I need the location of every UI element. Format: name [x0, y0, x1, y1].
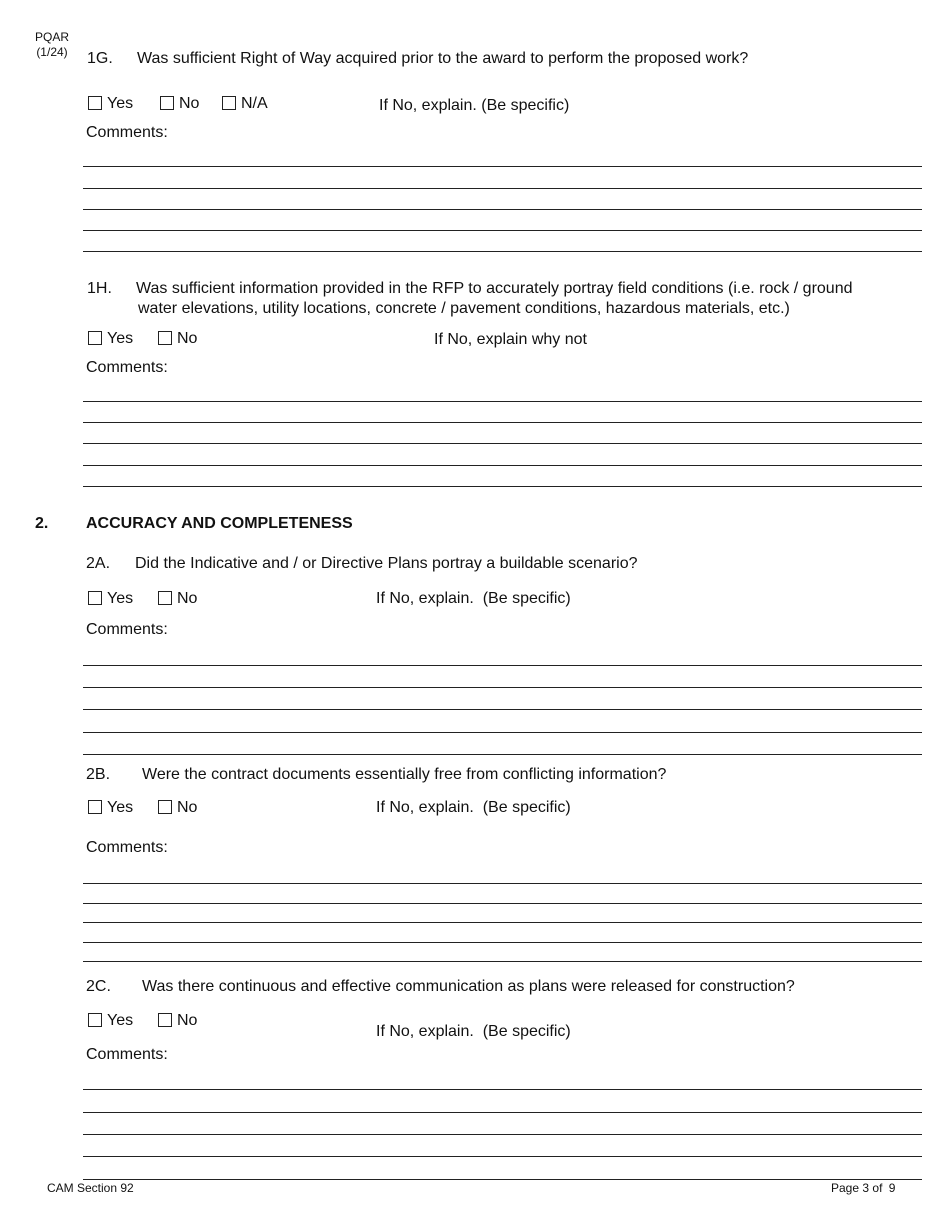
q2c-no-label: No: [177, 1012, 198, 1029]
q2a-no-option[interactable]: [158, 590, 197, 608]
q2a-comment-line[interactable]: [83, 709, 922, 710]
q2c-comments-label: Comments:: [86, 1046, 168, 1063]
q2b-no-label: No: [177, 799, 198, 816]
form-code: PQAR: [34, 30, 69, 44]
q2b-explain-prompt: If No, explain. (Be specific): [376, 799, 571, 816]
q1h-comment-line[interactable]: [83, 401, 922, 402]
section-2-title: ACCURACY AND COMPLETENESS: [86, 515, 353, 532]
q1h-comment-line[interactable]: [83, 443, 922, 444]
footer-page-label: Page: [831, 1181, 860, 1195]
q2c-comment-line[interactable]: [83, 1112, 922, 1113]
q2c-comment-line[interactable]: [83, 1156, 922, 1157]
q2c-no-checkbox[interactable]: [158, 1013, 172, 1027]
q2a-comment-line[interactable]: [83, 665, 922, 666]
q1h-explain-prompt: If No, explain why not: [434, 331, 587, 348]
q2b-yes-label: Yes: [107, 799, 134, 816]
q2c-yes-checkbox[interactable]: [88, 1013, 102, 1027]
footer-page-of: of: [872, 1181, 883, 1195]
q2a-explain-prompt: If No, explain. (Be specific): [376, 590, 571, 607]
q1g-no-label: No: [179, 95, 200, 112]
q1g-comments-label: Comments:: [86, 124, 168, 141]
q1h-yes-label: Yes: [107, 330, 134, 347]
q2b-comment-line[interactable]: [83, 942, 922, 943]
question-1g-text: Was sufficient Right of Way acquired prior to the award to perform the proposed work?: [137, 50, 749, 67]
question-2a-number: 2A.: [86, 555, 111, 572]
q1h-yes-option[interactable]: [88, 330, 133, 348]
q1h-comment-line[interactable]: [83, 486, 922, 487]
footer-page-total: 9: [888, 1181, 896, 1195]
q2a-no-label: No: [177, 590, 198, 607]
question-2c-number: 2C.: [86, 978, 111, 995]
q2a-comment-line[interactable]: [83, 687, 922, 688]
q2c-comment-line[interactable]: [83, 1089, 922, 1090]
q1g-comment-line[interactable]: [83, 230, 922, 231]
footer-page-current: 3: [862, 1181, 870, 1195]
q2b-yes-option[interactable]: [88, 799, 133, 817]
q1g-no-option[interactable]: [160, 95, 199, 113]
q2b-no-option[interactable]: [158, 799, 197, 817]
q1g-yes-label: Yes: [107, 95, 134, 112]
section-2-number: 2.: [35, 515, 49, 532]
q2a-comments-label: Comments:: [86, 621, 168, 638]
form-date: (1/24): [36, 45, 68, 59]
q2a-comment-line[interactable]: [83, 754, 922, 755]
q2c-explain-prompt: If No, explain. (Be specific): [376, 1023, 571, 1040]
footer-page-number: [831, 1181, 895, 1195]
q1h-comment-line[interactable]: [83, 465, 922, 466]
q2b-yes-checkbox[interactable]: [88, 800, 102, 814]
q2c-yes-label: Yes: [107, 1012, 134, 1029]
q2c-yes-option[interactable]: [88, 1012, 133, 1030]
q1h-no-checkbox[interactable]: [158, 331, 172, 345]
q1h-comments-label: Comments:: [86, 359, 168, 376]
question-2b-number: 2B.: [86, 766, 111, 783]
q2c-comment-line[interactable]: [83, 1134, 922, 1135]
q2b-comment-line[interactable]: [83, 883, 922, 884]
q1h-yes-checkbox[interactable]: [88, 331, 102, 345]
q2b-comment-line[interactable]: [83, 903, 922, 904]
q1h-comment-line[interactable]: [83, 422, 922, 423]
q2c-no-option[interactable]: [158, 1012, 197, 1030]
q1g-yes-option[interactable]: [88, 95, 133, 113]
q1h-no-label: No: [177, 330, 198, 347]
q2a-comment-line[interactable]: [83, 732, 922, 733]
q1g-comment-line[interactable]: [83, 251, 922, 252]
q1g-yes-checkbox[interactable]: [88, 96, 102, 110]
q2b-comment-line[interactable]: [83, 961, 922, 962]
q2b-no-checkbox[interactable]: [158, 800, 172, 814]
question-1h-text-line2: water elevations, utility locations, concrete / pavement conditions, hazardous materials, etc.): [138, 300, 790, 317]
q2a-yes-checkbox[interactable]: [88, 591, 102, 605]
q2b-comment-line[interactable]: [83, 922, 922, 923]
q1h-no-option[interactable]: [158, 330, 197, 348]
footer-section: CAM Section 92: [47, 1181, 134, 1195]
q2a-yes-option[interactable]: [88, 590, 133, 608]
q1g-na-option[interactable]: [222, 95, 268, 113]
question-2a-text: Did the Indicative and / or Directive Plans portray a buildable scenario?: [135, 555, 638, 572]
question-1h-text-line1: Was sufficient information provided in the RFP to accurately portray field conditions (i.e. rock / ground: [136, 280, 853, 297]
q1g-na-checkbox[interactable]: [222, 96, 236, 110]
q1g-explain-prompt: If No, explain. (Be specific): [379, 97, 570, 114]
q2a-no-checkbox[interactable]: [158, 591, 172, 605]
question-1h-number: 1H.: [87, 280, 112, 297]
question-2b-text: Were the contract documents essentially free from conflicting information?: [142, 766, 667, 783]
q2b-comments-label: Comments:: [86, 839, 168, 856]
question-2c-text: Was there continuous and effective communication as plans were released for construction?: [142, 978, 795, 995]
q2c-comment-line[interactable]: [83, 1179, 922, 1180]
q1g-no-checkbox[interactable]: [160, 96, 174, 110]
q1g-comment-line[interactable]: [83, 166, 922, 167]
question-1g-number: 1G.: [87, 50, 113, 67]
q1g-comment-line[interactable]: [83, 188, 922, 189]
q2a-yes-label: Yes: [107, 590, 134, 607]
q1g-na-label: N/A: [241, 95, 268, 112]
q1g-comment-line[interactable]: [83, 209, 922, 210]
